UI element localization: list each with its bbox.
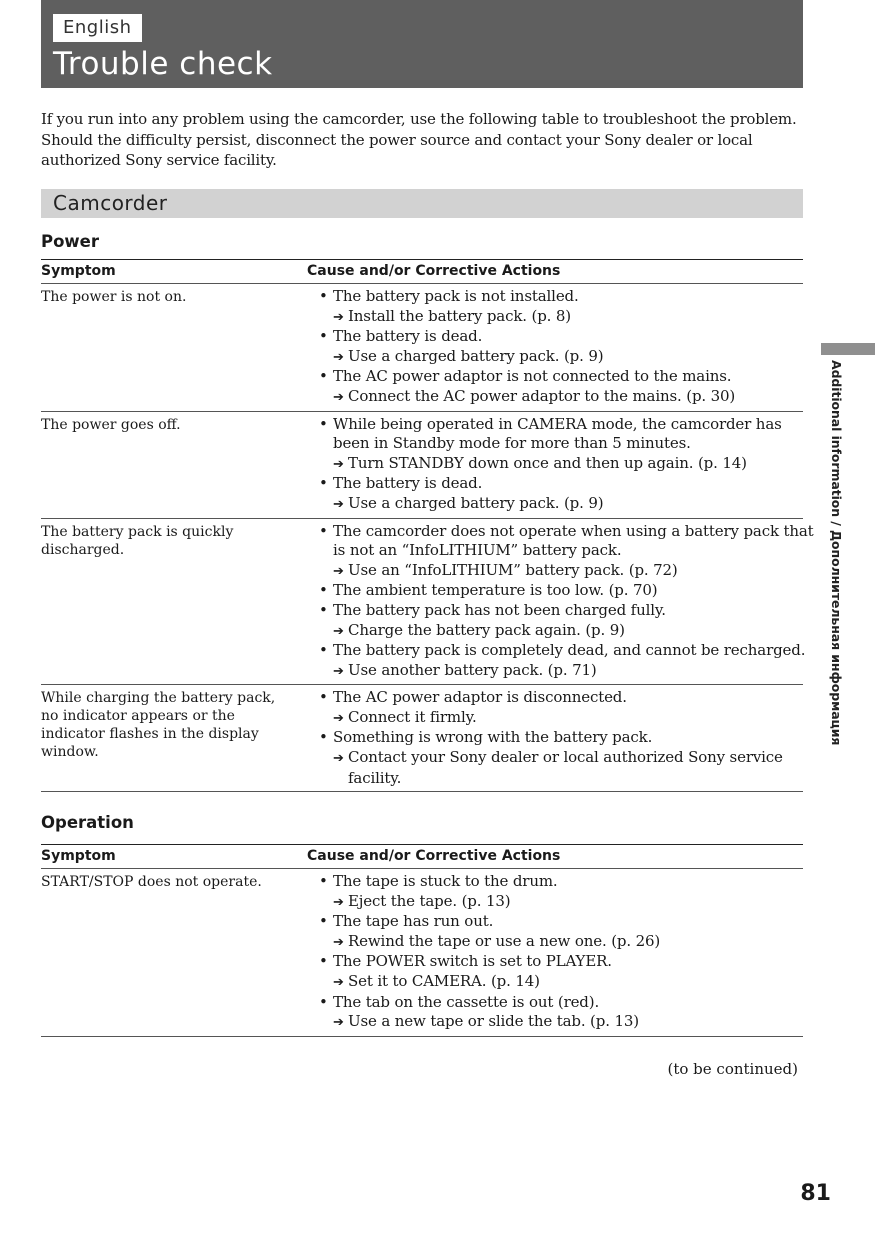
cause-text: The AC power adaptor is disconnected.: [333, 688, 627, 707]
table-row: [41, 869, 803, 1037]
bullet-icon: •: [319, 912, 328, 931]
actions-cell: [307, 415, 803, 515]
cause-text: While being operated in CAMERA mode, the camcorder has: [333, 414, 782, 433]
action-text: Connect it firmly.: [348, 707, 477, 726]
action-text: Turn STANDBY down once and then up again. (p. 14): [348, 453, 747, 472]
action-text: Use another battery pack. (p. 71): [348, 660, 597, 679]
arrow-right-icon: ➔: [333, 496, 344, 512]
arrow-right-icon: ➔: [333, 663, 344, 679]
symptom-cell: The power is not on.: [41, 289, 187, 305]
arrow-right-icon: ➔: [333, 389, 344, 405]
arrow-right-icon: ➔: [333, 894, 344, 910]
symptom-cell: START/STOP does not operate.: [41, 874, 262, 890]
language-badge: English: [53, 14, 142, 42]
cause-bullet: [319, 581, 814, 601]
cause-bullet: [319, 474, 803, 494]
bullet-icon: •: [319, 688, 328, 707]
section-bar: [41, 189, 803, 218]
arrow-right-icon: ➔: [333, 1015, 344, 1031]
arrow-right-icon: ➔: [333, 563, 344, 579]
cause-continuation: been in Standby mode for more than 5 minutes.: [333, 434, 691, 453]
table-row: [41, 412, 803, 519]
cause-text: The AC power adaptor is not connected to the mains.: [333, 367, 732, 386]
corrective-action: [319, 454, 803, 475]
cause-text: Something is wrong with the battery pack.: [333, 728, 653, 747]
cause-text: The tape is stuck to the drum.: [333, 872, 558, 890]
corrective-action: [319, 387, 803, 408]
bullet-icon: •: [319, 327, 328, 346]
symptom-column-header: Symptom: [41, 263, 116, 279]
bullet-icon: •: [319, 728, 328, 747]
table-header-row: [41, 259, 803, 284]
corrective-action: [319, 347, 803, 368]
page-number: 81: [800, 1181, 831, 1206]
cause-bullet: [319, 522, 814, 542]
arrow-right-icon: ➔: [333, 710, 344, 726]
corrective-action: [319, 892, 803, 913]
arrow-right-icon: ➔: [333, 349, 344, 365]
cause-bullet: [319, 367, 803, 387]
actions-cell: [307, 287, 803, 408]
cause-bullet: [319, 993, 803, 1013]
operation-heading: Operation: [41, 813, 134, 832]
cause-bullet: [319, 287, 803, 307]
cause-bullet: [319, 912, 803, 932]
corrective-action: [319, 494, 803, 515]
cause-bullet: [319, 872, 803, 892]
cause-text: The battery pack has not been charged fully.: [333, 600, 666, 619]
bullet-icon: •: [319, 600, 328, 619]
bullet-icon: •: [319, 581, 328, 600]
cause-text: The battery pack is completely dead, and cannot be recharged.: [333, 641, 806, 660]
cause-bullet: [319, 952, 803, 972]
cause-text: The POWER switch is set to PLAYER.: [333, 952, 612, 971]
side-section-label: Additional information / Дополнительная информация: [829, 360, 844, 746]
operation-table: [41, 844, 803, 1037]
bullet-icon: •: [319, 641, 328, 660]
symptom-cell: While charging the battery pack, no indicator appears or the indicator flashes in the display window.: [41, 690, 276, 761]
corrective-action: [319, 621, 814, 642]
actions-column-header: Cause and/or Corrective Actions: [307, 848, 561, 864]
page-title: Trouble check: [53, 46, 273, 82]
power-heading: Power: [41, 232, 99, 251]
cause-bullet: [319, 415, 803, 435]
action-text: Use an “InfoLITHIUM” battery pack. (p. 72): [348, 560, 678, 579]
action-text: Install the battery pack. (p. 8): [348, 306, 571, 325]
cause-bullet: [319, 327, 803, 347]
side-tab-marker: [821, 343, 875, 355]
bullet-icon: •: [319, 872, 328, 890]
cause-text: The battery pack is not installed.: [333, 287, 579, 305]
corrective-action: [319, 972, 803, 993]
arrow-right-icon: ➔: [333, 934, 344, 950]
bullet-icon: •: [319, 367, 328, 386]
action-text: Contact your Sony dealer or local authorized Sony service: [348, 748, 783, 767]
cause-text: The battery is dead.: [333, 327, 483, 346]
corrective-action: [319, 307, 803, 328]
action-text: Use a charged battery pack. (p. 9): [348, 346, 604, 365]
section-title: Camcorder: [53, 191, 168, 215]
page-header: [41, 0, 803, 88]
cause-bullet: [319, 601, 814, 621]
bullet-icon: •: [319, 474, 328, 493]
continued-note: (to be continued): [667, 1060, 798, 1078]
corrective-action: [319, 708, 803, 729]
corrective-action: [319, 932, 803, 953]
bullet-icon: •: [319, 992, 328, 1011]
action-text: Use a new tape or slide the tab. (p. 13): [348, 1012, 639, 1031]
arrow-right-icon: ➔: [333, 309, 344, 325]
cause-text: The ambient temperature is too low. (p. 70): [333, 581, 658, 600]
action-text: Connect the AC power adaptor to the mains. (p. 30): [348, 386, 736, 405]
action-text: Use a charged battery pack. (p. 9): [348, 493, 604, 512]
bullet-icon: •: [319, 952, 328, 971]
actions-cell: [307, 522, 814, 682]
action-continuation: facility.: [348, 768, 402, 787]
cause-text: The camcorder does not operate when using a battery pack that: [333, 521, 814, 540]
intro-paragraph: If you run into any problem using the camcorder, use the following table to troubleshoot the problem. Should the difficulty persist, disconnect the power source and contact your Sony dealer or local authorized Sony service facility.: [41, 110, 797, 169]
table-row: [41, 685, 803, 792]
bullet-icon: •: [319, 414, 328, 433]
bullet-icon: •: [319, 521, 328, 540]
arrow-right-icon: ➔: [333, 456, 344, 472]
cause-bullet: [319, 728, 803, 748]
cause-text: The battery is dead.: [333, 474, 483, 493]
bullet-icon: •: [319, 287, 328, 305]
actions-column-header: Cause and/or Corrective Actions: [307, 263, 561, 279]
symptom-column-header: Symptom: [41, 848, 116, 864]
actions-cell: [307, 872, 803, 1033]
actions-cell: [307, 688, 803, 788]
arrow-right-icon: ➔: [333, 623, 344, 639]
table-row: [41, 519, 814, 686]
arrow-right-icon: ➔: [333, 974, 344, 990]
cause-continuation: is not an “InfoLITHIUM” battery pack.: [333, 541, 622, 560]
corrective-action: [319, 661, 814, 682]
action-text: Charge the battery pack again. (p. 9): [348, 620, 625, 639]
cause-text: The tape has run out.: [333, 912, 494, 931]
power-table: [41, 259, 814, 792]
symptom-cell: The power goes off.: [41, 416, 181, 433]
symptom-cell: The battery pack is quickly discharged.: [41, 523, 234, 558]
corrective-action: [319, 1012, 803, 1033]
cause-bullet: [319, 641, 814, 661]
action-text: Eject the tape. (p. 13): [348, 891, 511, 910]
arrow-right-icon: ➔: [333, 751, 344, 767]
action-text: Rewind the tape or use a new one. (p. 26): [348, 931, 661, 950]
cause-text: The tab on the cassette is out (red).: [333, 992, 600, 1011]
action-text: Set it to CAMERA. (p. 14): [348, 971, 540, 990]
corrective-action: [319, 748, 803, 769]
table-header-row: [41, 844, 803, 869]
cause-bullet: [319, 688, 803, 708]
table-row: [41, 284, 803, 412]
corrective-action: [319, 561, 814, 582]
